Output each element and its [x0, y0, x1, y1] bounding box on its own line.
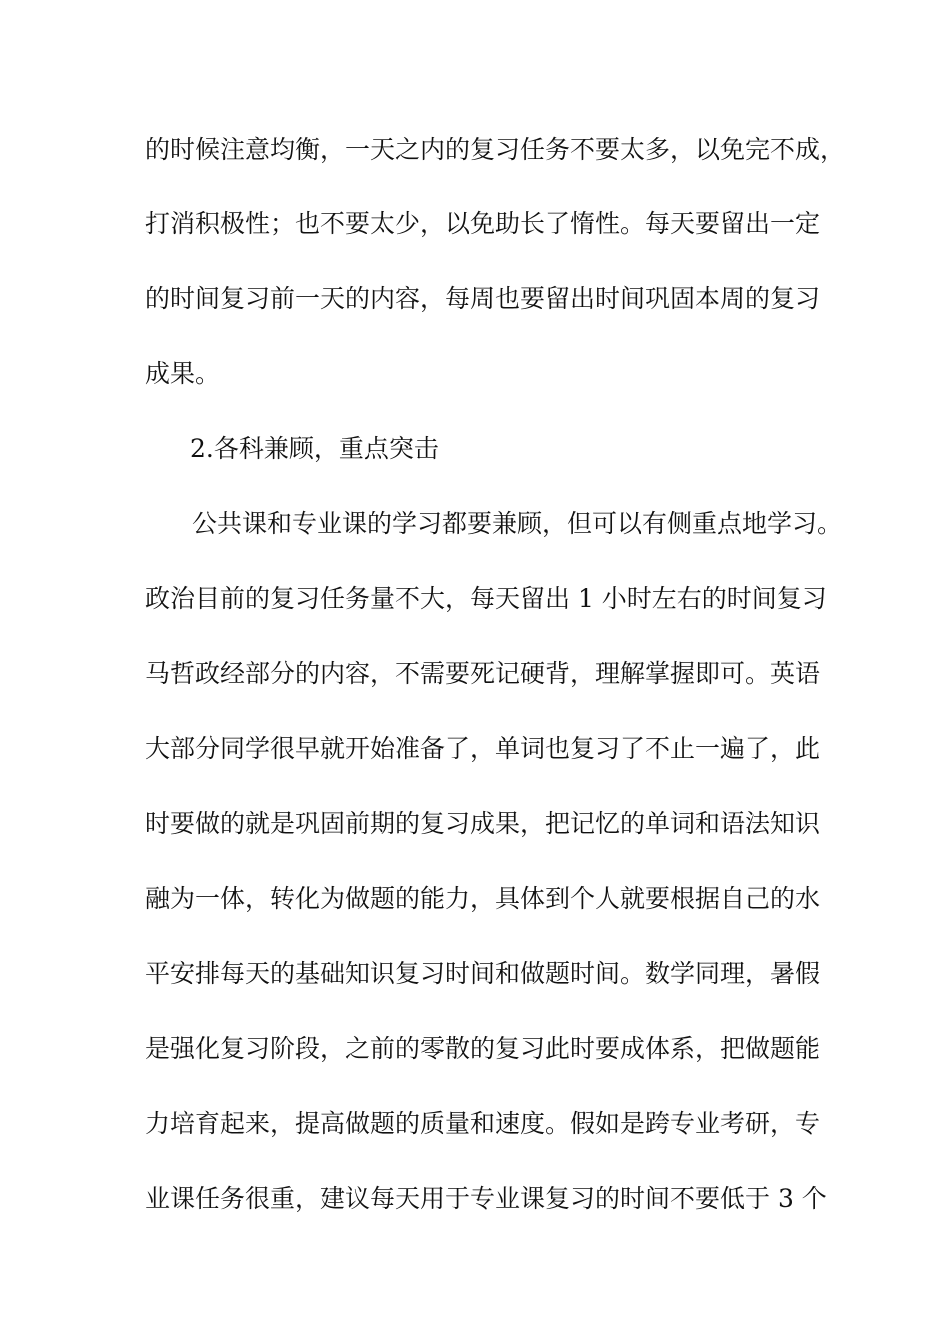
text-line: 大部分同学很早就开始准备了，单词也复习了不止一遍了，此 — [145, 734, 821, 763]
text-line: 时要做的就是巩固前期的复习成果，把记忆的单词和语法知识 — [145, 809, 821, 838]
text-line: 马哲政经部分的内容，不需要死记硬背，理解掌握即可。英语 — [145, 659, 821, 688]
text-line: 成果。 — [145, 359, 221, 388]
text-line: 是强化复习阶段，之前的零散的复习此时要成体系，把做题能 — [145, 1034, 821, 1063]
text-line: 打消积极性；也不要太少，以免助长了惰性。每天要留出一定 — [145, 209, 821, 238]
text-line: 融为一体，转化为做题的能力，具体到个人就要根据自己的水 — [145, 884, 821, 913]
text-line: 力培育起来，提高做题的质量和速度。假如是跨专业考研，专 — [145, 1109, 821, 1138]
text-line: 平安排每天的基础知识复习时间和做题时间。数学同理，暑假 — [145, 959, 821, 988]
text-line: 公共课和专业课的学习都要兼顾，但可以有侧重点地学习。 — [192, 509, 843, 538]
section-heading: 2.各科兼顾，重点突击 — [190, 434, 439, 463]
text-line: 的时间复习前一天的内容，每周也要留出时间巩固本周的复习 — [145, 284, 821, 313]
text-line: 的时候注意均衡，一天之内的复习任务不要太多，以免完不成， — [145, 135, 846, 164]
text-line: 业课任务很重，建议每天用于专业课复习的时间不要低于 3 个 — [145, 1184, 827, 1213]
text-line: 政治目前的复习任务量不大，每天留出 1 小时左右的时间复习 — [145, 584, 827, 613]
